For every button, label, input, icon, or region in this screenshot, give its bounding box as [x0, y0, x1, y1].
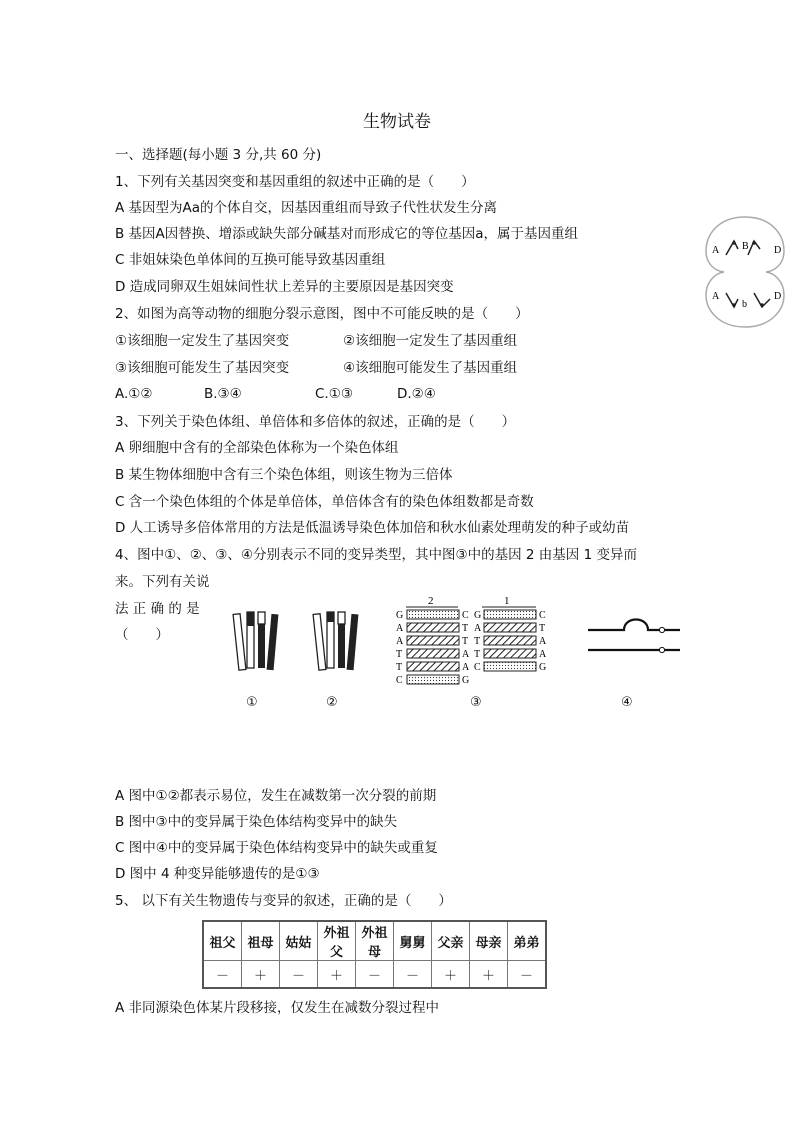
page-title: 生物试卷	[363, 112, 431, 132]
q2-statement-4: ④该细胞可能发生了基因重组	[343, 360, 518, 376]
q1-option-a: A 基因型为Aa的个体自交，因基因重组而导致子代性状发生分离	[115, 200, 498, 216]
base-label: T	[396, 649, 403, 660]
q4-stem-line3: 法 正 确 的 是	[115, 601, 200, 617]
table-cell: －	[394, 961, 432, 989]
q4-option-b: B 图中③中的变异属于染色体结构变异中的缺失	[115, 814, 398, 830]
section-heading: 一、选择题(每小题 3 分,共 60 分)	[115, 147, 322, 163]
q4-option-a: A 图中①②都表示易位，发生在减数第一次分裂的前期	[115, 788, 437, 804]
base-label: G	[396, 610, 404, 621]
q2-statement-1: ①该细胞一定发生了基因突变	[115, 333, 290, 349]
table-header: 弟弟	[508, 921, 547, 961]
q3-stem: 3、下列关于染色体组、单倍体和多倍体的叙述，正确的是（ ）	[115, 414, 516, 430]
q4-option-c: C 图中④中的变异属于染色体结构变异中的缺失或重复	[115, 840, 438, 856]
figure-4-label: ④	[621, 695, 633, 710]
table-header: 父亲	[432, 921, 470, 961]
cell-division-figure	[704, 213, 786, 331]
q2-option-b: B.③④	[204, 386, 242, 402]
q5-stem: 5、 以下有关生物遗传与变异的叙述，正确的是（ ）	[115, 893, 452, 909]
base-label: C	[462, 610, 469, 621]
q2-statement-2: ②该细胞一定发生了基因重组	[343, 333, 518, 349]
base-label: T	[539, 623, 546, 634]
table-header: 舅舅	[394, 921, 432, 961]
figure-3-gene-sequences	[396, 595, 554, 695]
table-header: 外祖母	[356, 921, 394, 961]
table-cell: －	[356, 961, 394, 989]
q1-stem: 1、下列有关基因突变和基因重组的叙述中正确的是（ ）	[115, 174, 475, 190]
base-label: A	[462, 662, 470, 673]
base-label: A	[539, 649, 547, 660]
q3-option-a: A 卵细胞中含有的全部染色体称为一个染色体组	[115, 440, 399, 456]
table-cell: ＋	[470, 961, 508, 989]
q1-option-d: D 造成同卵双生姐妹间性状上差异的主要原因是基因突变	[115, 279, 454, 295]
q2-statement-3: ③该细胞可能发生了基因突变	[115, 360, 290, 376]
base-label: G	[462, 675, 470, 686]
base-label: G	[539, 662, 547, 673]
figure-4-chromosome-loop	[586, 614, 682, 658]
base-label: T	[396, 662, 403, 673]
q2-option-c: C.①③	[315, 386, 353, 402]
q4-stem-line2: 来。下列有关说	[115, 574, 210, 590]
figure-1-label: ①	[246, 695, 258, 710]
table-cell: ＋	[242, 961, 280, 989]
base-label: A	[396, 623, 404, 634]
base-label: C	[396, 675, 403, 686]
base-label: G	[474, 610, 482, 621]
q2-stem: 2、如图为高等动物的细胞分裂示意图，图中不可能反映的是（ ）	[115, 306, 529, 322]
table-cell: －	[280, 961, 318, 989]
base-label: A	[474, 623, 482, 634]
table-header: 母亲	[470, 921, 508, 961]
gene-1-label: 1	[504, 595, 510, 607]
base-label: A	[396, 636, 404, 647]
table-header: 姑姑	[280, 921, 318, 961]
pedigree-table	[202, 920, 547, 989]
q4-stem-line4: （ ）	[115, 627, 169, 643]
cell-label: A	[712, 245, 720, 256]
q3-option-c: C 含一个染色体组的个体是单倍体，单倍体含有的染色体组数都是奇数	[115, 494, 534, 510]
cell-label: B	[742, 241, 749, 252]
q4-stem-line1: 4、图中①、②、③、④分别表示不同的变异类型，其中图③中的基因 2 由基因 1 变异而	[115, 547, 637, 563]
table-header: 祖父	[203, 921, 242, 961]
q3-option-d: D 人工诱导多倍体常用的方法是低温诱导染色体加倍和秋水仙素处理萌发的种子或幼苗	[115, 520, 630, 536]
base-label: C	[539, 610, 546, 621]
cell-label: A	[712, 291, 720, 302]
q5-option-a: A 非同源染色体某片段移接，仅发生在减数分裂过程中	[115, 1000, 440, 1016]
table-row	[203, 921, 546, 961]
q1-option-c: C 非姐妹染色单体间的互换可能导致基因重组	[115, 252, 386, 268]
figure-2-label: ②	[326, 695, 338, 710]
table-header: 祖母	[242, 921, 280, 961]
base-label: T	[462, 636, 469, 647]
table-row	[203, 961, 546, 989]
gene-2-label: 2	[428, 595, 434, 607]
figure-2-chromosomes	[310, 608, 366, 672]
cell-label: D	[774, 245, 782, 256]
q4-option-d: D 图中 4 种变异能够遗传的是①③	[115, 866, 320, 882]
figure-3-label: ③	[470, 695, 482, 710]
base-label: T	[474, 636, 481, 647]
base-label: A	[539, 636, 547, 647]
table-cell: ＋	[318, 961, 356, 989]
table-header: 外祖父	[318, 921, 356, 961]
q2-option-a: A.①②	[115, 386, 153, 402]
q2-option-d: D.②④	[397, 386, 436, 402]
cell-label: b	[742, 299, 747, 310]
table-cell: －	[508, 961, 547, 989]
base-label: T	[462, 623, 469, 634]
cell-label: D	[774, 291, 782, 302]
table-cell: ＋	[432, 961, 470, 989]
base-label: A	[462, 649, 470, 660]
base-label: C	[474, 662, 481, 673]
base-label: T	[474, 649, 481, 660]
q1-option-b: B 基因A因替换、增添或缺失部分碱基对而形成它的等位基因a，属于基因重组	[115, 226, 579, 242]
table-cell: －	[203, 961, 242, 989]
figure-1-chromosomes	[230, 608, 286, 672]
q3-option-b: B 某生物体细胞中含有三个染色体组，则该生物为三倍体	[115, 467, 453, 483]
